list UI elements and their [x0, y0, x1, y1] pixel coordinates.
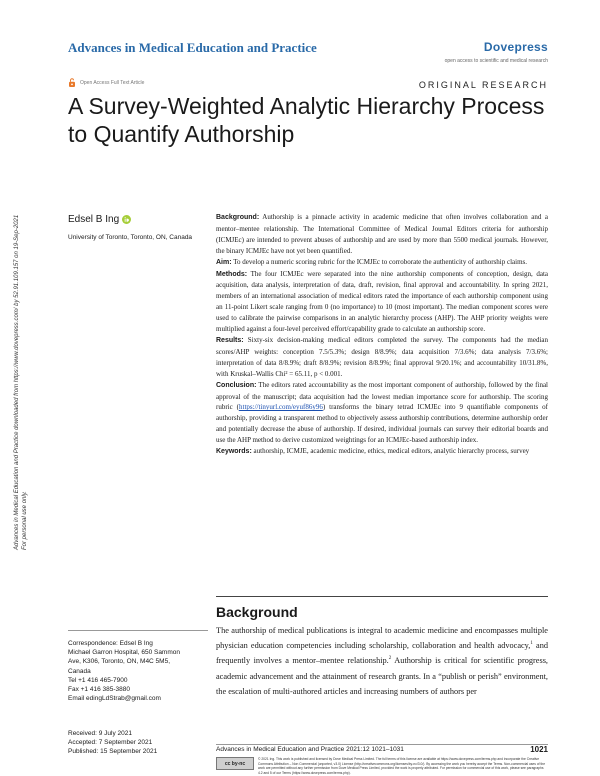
journal-title: Advances in Medical Education and Practice	[68, 40, 317, 55]
correspondence	[68, 630, 208, 703]
background-heading: Background	[216, 604, 298, 620]
open-access-icon	[68, 78, 76, 87]
date-received: Received: 9 July 2021	[68, 730, 132, 737]
abstract-results: Results: Sixty-six decision-making medical editors completed the survey. The components had the median scores/AHP weights: conception 7.5/5.3%; design 8/8.9%; data acquisition 7/3.6%; data analysis 7/3.6%; interpretation of data 8/8.9%; draft 8/8.9%; revision 8/8.9%; final approval 9/20.1%; and accountability 10/31.8%, with Kruskal–Wallis Chi² = 65.11, p < 0.001.	[216, 335, 549, 378]
abstract-methods: Methods: The four ICMJEc were separated into the nine authorship components of conception, design, data acquisition, data analysis, interpretation of data, draft, revision, final approval and accountability. In spring 2021, members of an international association of medical editors rated the importance of each authorship component using an 11-point Likert scale ranging from 0 (no importance) to 10 (most important). The median component scores were used to calibrate the pairwise comparisons in an analytic hierarchy process (AHP). The AHP priority weights were multiplied against a four-level perceived effort/capability grade to calculate an authorship score.	[216, 269, 548, 334]
author-name-text: Edsel B Ing	[68, 214, 120, 225]
cc-license-badge[interactable]: cc by-nc	[216, 757, 254, 770]
page-number: 1021	[530, 745, 548, 754]
background-body: The authorship of medical publications is integral to academic medicine and encompasses multiple physician education competencies including scholarship, collaboration and health advocacy,$^1$ and frequently involves a mentor–mentee relationship.$^2$ Authorship is critical for scientific progress, academic advancement and the attainment of research grants. In a “publish or perish” environment, the escalation of multi-authored articles and increasing numbers of authors per	[216, 626, 548, 696]
publisher-logo[interactable]: Dovepress	[483, 40, 548, 54]
section-label: ORIGINAL RESEARCH	[418, 80, 548, 90]
correspondence-line1: Correspondence: Edsel B Ing	[68, 640, 153, 647]
correspondence-tel: Tel +1 416 465-7900	[68, 676, 128, 684]
abstract	[216, 212, 548, 458]
abstract-conclusion: Conclusion: The editors rated accountability as the most important component of authorship, followed by the final approval of the manuscript; data acquisition had the lowest median importance score for authorship. The scoring rubric (https://tinyurl.com/eyuf86y96) transforms the binary tetrad ICMJEc into 9 quantifiable components of authorship, providing a transparent method to objectively assess authorship contributions, determine authorship order and potentially decrease the abuse of authorship. If desired, individual journals can survey their editorial boards and use the AHP method to derive customized weightings for an ICMJEc-based authorship index.	[216, 380, 549, 445]
footer-citation: Advances in Medical Education and Practice 2021:12 1021–1031	[216, 746, 404, 753]
correspondence-line4: Canada	[68, 667, 91, 675]
section-divider	[216, 596, 548, 597]
footer-rule	[216, 744, 548, 745]
abstract-background: Background: Authorship is a pinnacle activity in academic medicine that often involves collaboration and a mentor–mentee relationship. The International Committee of Medical Journal Editors criteria for authorship (ICMJEc) are intended to prevent abuses of authorship and are used by more than 5500 medical journals. However, the binary ICMJEc have not yet been quantified.	[216, 213, 549, 255]
correspondence-fax: Fax +1 416 385-3880	[68, 686, 130, 694]
date-published: Published: 15 September 2021	[68, 748, 158, 756]
open-access-row	[68, 78, 144, 87]
article-dates	[68, 729, 157, 757]
reference-1[interactable]: 1	[530, 641, 533, 647]
abstract-aim: Aim: To develop a numeric scoring rubric for the ICMJEc to corroborate the authenticity of authorship claims.	[216, 257, 527, 266]
open-access-label: Open Access Full Text Article	[80, 79, 145, 86]
article-title: A Survey-Weighted Analytic Hierarchy Process to Quantify Authorship	[68, 93, 545, 147]
date-accepted: Accepted: 7 September 2021	[68, 739, 153, 747]
reference-2[interactable]: 2	[388, 656, 392, 662]
license-text: © 2021 Ing. This work is published and licensed by Dove Medical Press Limited. The full terms of this license are available at https://www.dovepress.com/terms.php and incorporate the Creative Commons Attribution – Non Commercial (unported, v3.0) License (http://creativecommons.org/licenses/by-nc/3.0/). By accessing the work you hereby accept the Terms. Non-commercial uses of the work are permitted without any further permission from Dove Medical Press Limited, provided the work is properly attributed. For permission for commercial use of this work, please see paragraphs 4.2 and 5 of our Terms (https://www.dovepress.com/terms.php).	[258, 757, 546, 775]
scoring-rubric-link[interactable]: https://tinyurl.com/eyuf86y96	[239, 403, 323, 412]
correspondence-line3: Ave, K306, Toronto, ON, M4C 5M5,	[68, 658, 171, 666]
publisher-tagline: open access to scientific and medical research	[444, 58, 548, 64]
correspondence-email[interactable]: Email edingLdStrab@gmail.com	[68, 695, 161, 703]
abstract-keywords: Keywords: authorship, ICMJE, academic medicine, ethics, medical editors, analytic hierarchy process, survey	[216, 447, 530, 456]
author-name	[68, 214, 131, 225]
author-affiliation: University of Toronto, Toronto, ON, Canada	[68, 234, 193, 241]
download-watermark-line1: Advances in Medical Education and Practice downloaded from https://www.dovepress.com/ by 52.91.109.157 on 19-Sep-2021	[14, 214, 20, 550]
correspondence-line2: Michael Garron Hospital, 650 Sammon	[68, 649, 180, 657]
license-block	[216, 757, 548, 775]
download-watermark-line2: For personal use only.	[22, 491, 28, 550]
orcid-icon[interactable]	[122, 215, 131, 224]
download-watermark	[2, 40, 26, 550]
